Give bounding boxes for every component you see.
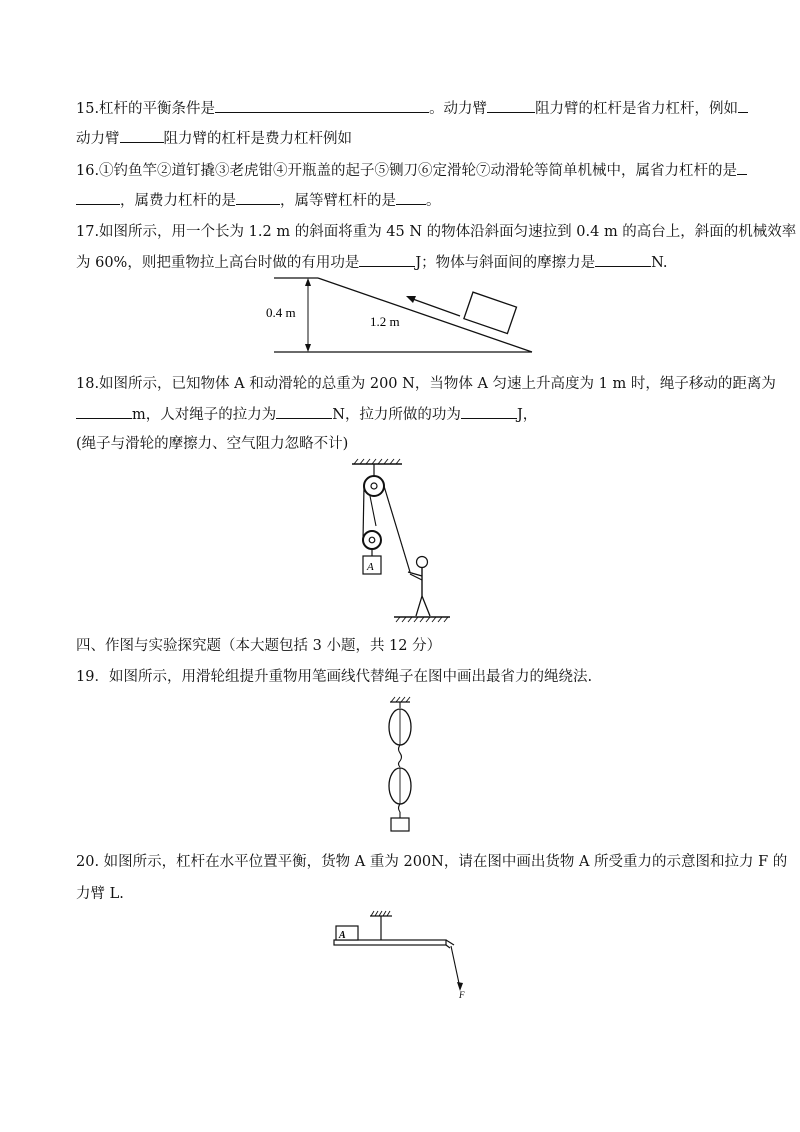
q18-blank-distance[interactable] <box>76 404 132 419</box>
q18-text-c: N，拉力所做的功为 <box>332 407 461 423</box>
pulley-weight-block <box>391 818 409 831</box>
weight-label-a: A <box>367 561 374 573</box>
q16-text-a: 16.①钓鱼竿②道钉撬③老虎钳④开瓶盖的起子⑤铡刀⑥定滑轮⑦动滑轮等简单机械中，属省力杠杆的是 <box>76 163 738 179</box>
q18-text-b: m，人对绳子的拉力为 <box>132 407 277 423</box>
section4-heading <box>76 636 441 656</box>
cargo-label-a: A <box>339 930 346 941</box>
pull-arrow-icon <box>406 296 416 303</box>
q15-blank-example1[interactable] <box>738 98 748 113</box>
q16-text-c: ，属等臂杠杆的是 <box>280 193 396 209</box>
q16-blank-lever-equal[interactable] <box>396 190 426 205</box>
incline-figure <box>260 272 540 362</box>
q15-blank-compare2[interactable] <box>120 128 164 143</box>
incline-length-label: 1.2 m <box>370 314 400 329</box>
pulley-system-figure <box>376 694 426 836</box>
q16-line1 <box>76 160 747 181</box>
q15-text-e: 阻力臂的杠杆是费力杠杆例如 <box>163 131 352 147</box>
q18-blank-force[interactable] <box>276 404 332 419</box>
q18-line2 <box>76 404 537 425</box>
q15-line2 <box>76 128 352 149</box>
q18-line1 <box>76 374 776 394</box>
pulley-person-figure <box>340 456 460 626</box>
q16-text-d: 。 <box>426 193 441 209</box>
q16-blank-lever-save-cont[interactable] <box>76 190 120 205</box>
q20-line2 <box>76 884 124 904</box>
q20-text-b: 力臂 L. <box>76 886 124 902</box>
q15-line1 <box>76 98 748 119</box>
q18-blank-work[interactable] <box>461 404 517 419</box>
force-label-f: F <box>459 990 465 1000</box>
q15-text-b: 。动力臂 <box>429 101 488 117</box>
q17-text-c: J；物体与斜面间的摩擦力是 <box>415 255 596 271</box>
section4-heading-text: 四、作图与实验探究题（本大题包括 3 小题，共 12 分） <box>76 638 442 654</box>
q15-text-c: 阻力臂的杠杆是省力杠杆，例如 <box>535 101 739 117</box>
q17-text-d: N. <box>651 255 668 271</box>
q20-line1 <box>76 852 787 872</box>
q17-blank-friction[interactable] <box>595 252 651 267</box>
q17-line2 <box>76 252 668 273</box>
q17-text-b: 为 60%，则把重物拉上高台时做的有用功是 <box>76 255 360 271</box>
q15-text-d: 动力臂 <box>76 131 120 147</box>
incline-block <box>464 292 517 333</box>
q20-text-a: 20. 如图所示，杠杆在水平位置平衡，货物 A 重为 200N，请在图中画出货物 A 所受重力的示意图和拉力 F 的 <box>76 854 788 870</box>
q18-text-d: J， <box>516 407 538 423</box>
q16-blank-lever-cost[interactable] <box>236 190 280 205</box>
person-head <box>417 557 428 568</box>
q17-blank-useful-work[interactable] <box>359 252 415 267</box>
q18-line3 <box>76 434 348 454</box>
q16-line2 <box>76 190 441 211</box>
q19-text: 19．如图所示，用滑轮组提升重物用笔画线代替绳子在图中画出最省力的绳绕法. <box>76 669 593 685</box>
q15-text-a: 15.杠杆的平衡条件是 <box>76 101 216 117</box>
q18-text-a: 18.如图所示，已知物体 A 和动滑轮的总重为 200 N，当物体 A 匀速上升高度为 1 m 时，绳子移动的距离为 <box>76 376 776 392</box>
lever-figure <box>330 908 480 1000</box>
lever-bar <box>334 940 446 945</box>
q17-text-a: 17.如图所示，用一个长为 1.2 m 的斜面将重为 45 N 的物体沿斜面匀速拉到 0.4 m 的高台上，斜面的机械效率 <box>76 224 797 240</box>
q15-blank-condition[interactable] <box>215 98 429 113</box>
q16-text-b: ，属费力杠杆的是 <box>120 193 236 209</box>
incline-height-label: 0.4 m <box>266 305 296 320</box>
q18-text-e: (绳子与滑轮的摩擦力、空气阻力忽略不计) <box>76 436 349 452</box>
q19-line <box>76 667 592 687</box>
q15-blank-compare1[interactable] <box>487 98 535 113</box>
q16-blank-lever-save[interactable] <box>737 160 747 175</box>
q17-line1 <box>76 222 796 242</box>
